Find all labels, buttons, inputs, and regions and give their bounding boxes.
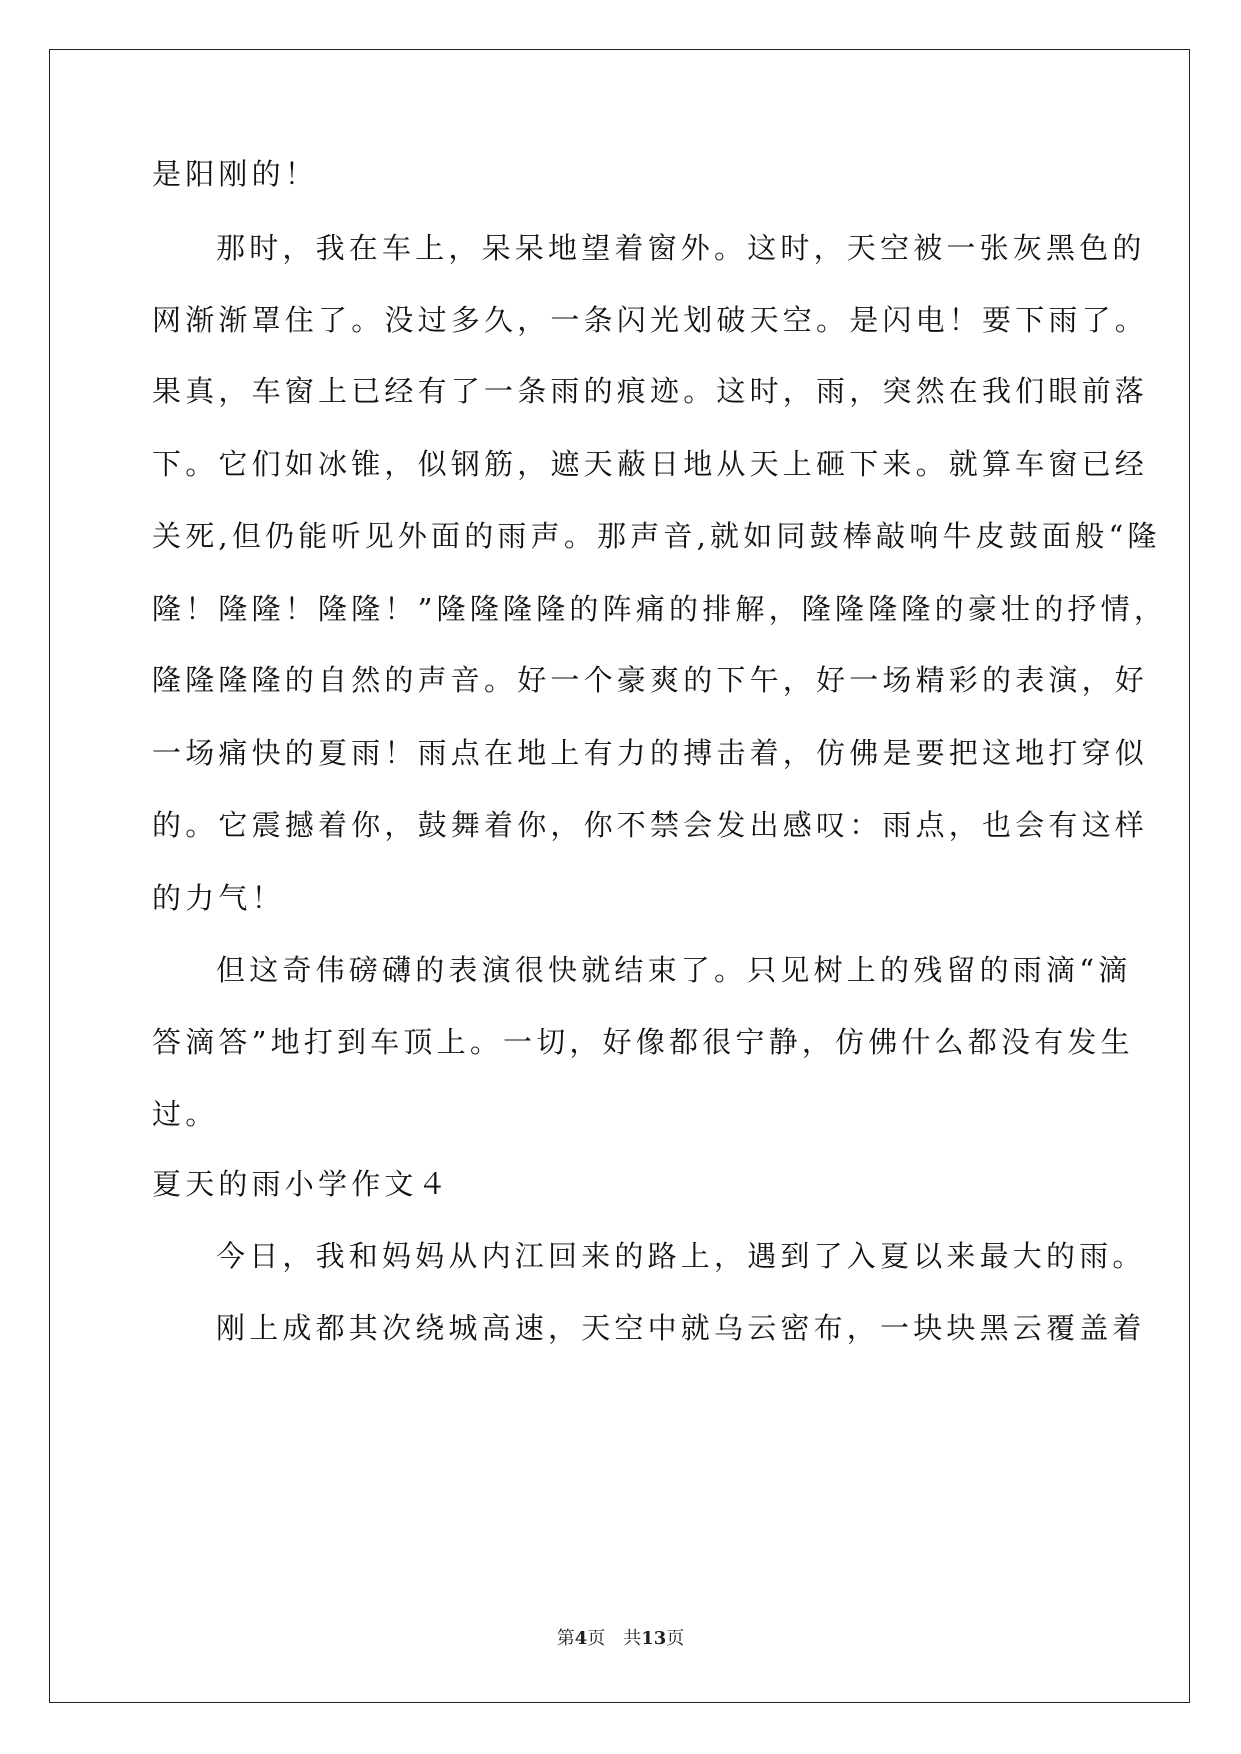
- text-line: 果真，车窗上已经有了一条雨的痕迹。这时，雨，突然在我们眼前落: [152, 374, 1149, 408]
- text-line: 隆隆隆隆的自然的声音。好一个豪爽的下午，好一场精彩的表演，好: [152, 663, 1149, 697]
- text-line: 刚上成都其次绕城高速，天空中就乌云密布，一块块黑云覆盖着: [216, 1311, 1146, 1345]
- text-line: 但这奇伟磅礴的表演很快就结束了。只见树上的残留的雨滴“滴: [216, 953, 1132, 987]
- footer-suffix: 页: [666, 1628, 685, 1649]
- page-footer: [0, 1624, 1241, 1650]
- text-line: 今日，我和妈妈从内江回来的路上，遇到了入夏以来最大的雨。: [216, 1239, 1146, 1273]
- footer-page-number: 4: [574, 1628, 588, 1649]
- footer-middle: 页 共: [587, 1628, 642, 1649]
- text-line: 一场痛快的夏雨！雨点在地上有力的搏击着，仿佛是要把这地打穿似: [152, 736, 1149, 770]
- text-line: 答滴答”地打到车顶上。一切，好像都很宁静，仿佛什么都没有发生: [152, 1025, 1134, 1059]
- text-line: 网渐渐罩住了。没过多久，一条闪光划破天空。是闪电！要下雨了。: [152, 303, 1149, 337]
- page-border: [49, 49, 1190, 1703]
- footer-total-pages: 13: [641, 1628, 667, 1649]
- section-heading: 夏天的雨小学作文４: [152, 1167, 451, 1201]
- text-line: 过。: [152, 1097, 219, 1131]
- text-line: 那时，我在车上，呆呆地望着窗外。这时，天空被一张灰黑色的: [216, 231, 1146, 265]
- footer-prefix: 第: [556, 1628, 575, 1649]
- text-line: 下。它们如冰锥，似钢筋，遮天蔽日地从天上砸下来。就算车窗已经: [152, 447, 1149, 481]
- text-line: 的力气！: [152, 881, 285, 915]
- text-line: 的。它震撼着你，鼓舞着你，你不禁会发出感叹：雨点，也会有这样: [152, 808, 1149, 842]
- text-line: 隆！隆隆！隆隆！”隆隆隆隆的阵痛的排解，隆隆隆隆的豪壮的抒情，: [152, 592, 1168, 626]
- text-line: 是阳刚的！: [152, 157, 319, 191]
- text-line: 关死,但仍能听见外面的雨声。那声音,就如同鼓棒敲响牛皮鼓面般“隆: [152, 519, 1161, 553]
